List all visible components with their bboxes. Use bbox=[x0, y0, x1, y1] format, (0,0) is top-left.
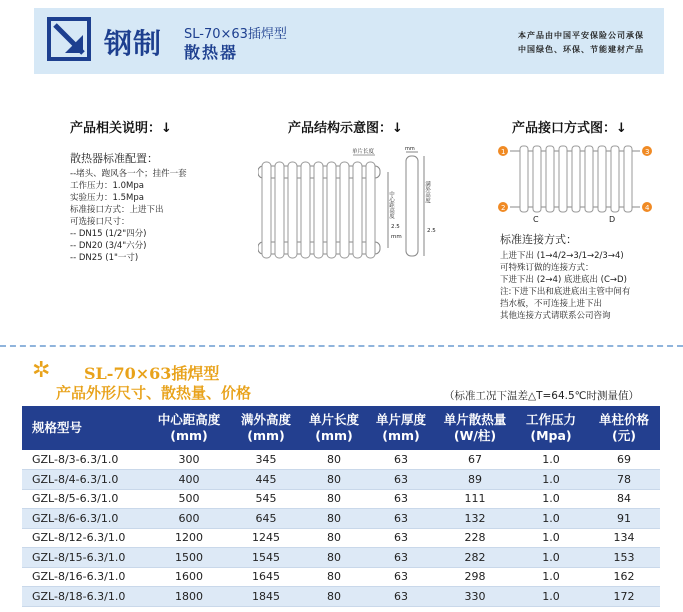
tagline-insurance: 本产品由中国平安保险公司承保 bbox=[518, 31, 644, 40]
port-4-label: 4 bbox=[645, 204, 650, 212]
length-label: 单片长度 bbox=[352, 149, 375, 155]
header-banner bbox=[34, 8, 664, 74]
connection-title: 标准连接方式： bbox=[500, 233, 577, 246]
table-row bbox=[22, 450, 660, 470]
brand-title: 钢制 bbox=[104, 27, 163, 60]
table-row bbox=[22, 489, 660, 509]
table-cell: 67 bbox=[436, 450, 514, 470]
table-cell: 63 bbox=[366, 470, 436, 490]
table-cell: 80 bbox=[302, 548, 366, 568]
tagline-green: 中国绿色、环保、节能建材产品 bbox=[518, 45, 644, 54]
table-cell: 1645 bbox=[230, 567, 302, 587]
port-2-label: 2 bbox=[501, 204, 506, 212]
port-3-label: 3 bbox=[645, 148, 650, 156]
top-unit-label: mm bbox=[405, 146, 415, 152]
table-cell: 162 bbox=[588, 567, 660, 587]
table-cell: 445 bbox=[230, 470, 302, 490]
table-cell: 132 bbox=[436, 509, 514, 529]
table-header bbox=[22, 406, 660, 450]
structure-diagram bbox=[258, 146, 448, 261]
size-a-label: 2.5 bbox=[391, 224, 400, 230]
table-cell: 282 bbox=[436, 548, 514, 568]
center-distance-label: 中心距高度 bbox=[388, 191, 394, 219]
table-cell: 89 bbox=[436, 470, 514, 490]
section-divider bbox=[0, 345, 683, 347]
table-row bbox=[22, 548, 660, 568]
logo-icon bbox=[47, 17, 91, 61]
table-cell: 1845 bbox=[230, 587, 302, 607]
connection-line: 上进下出 (1→4/2→3/1→2/3→4) bbox=[500, 251, 624, 261]
header-price: 单柱价格 (元) bbox=[588, 406, 660, 450]
table-cell: 1.0 bbox=[514, 450, 588, 470]
table-cell: GZL-8/4-6.3/1.0 bbox=[22, 470, 148, 490]
header-center-distance: 中心距高度 (mm) bbox=[148, 406, 230, 450]
connection-list bbox=[500, 250, 630, 322]
table-cell: GZL-8/16-6.3/1.0 bbox=[22, 567, 148, 587]
config-line: -- DN25 (1"一寸) bbox=[70, 253, 139, 263]
connection-heading: 产品接口方式图：↓ bbox=[512, 121, 627, 136]
config-line: -- DN15 (1/2"四分) bbox=[70, 229, 147, 239]
product-title: SL-70×63插焊型 bbox=[84, 364, 220, 383]
port-d-label: D bbox=[609, 215, 616, 223]
table-cell: 330 bbox=[436, 587, 514, 607]
table-cell: 69 bbox=[588, 450, 660, 470]
table-cell: 80 bbox=[302, 470, 366, 490]
table-row bbox=[22, 470, 660, 490]
brand-product: 散热器 bbox=[184, 43, 239, 62]
product-subtitle: 产品外形尺寸、散热量、价格 bbox=[56, 384, 252, 402]
size-b-label: 2.5 bbox=[427, 228, 436, 234]
header-full-height: 满外高度 (mm) bbox=[230, 406, 302, 450]
table-cell: 80 bbox=[302, 489, 366, 509]
port-1-label: 1 bbox=[501, 148, 506, 156]
table-cell: 400 bbox=[148, 470, 230, 490]
table-cell: 228 bbox=[436, 528, 514, 548]
spec-table bbox=[22, 406, 660, 607]
table-cell: 111 bbox=[436, 489, 514, 509]
table-cell: 80 bbox=[302, 528, 366, 548]
table-cell: GZL-8/18-6.3/1.0 bbox=[22, 587, 148, 607]
table-cell: 1.0 bbox=[514, 489, 588, 509]
header-length: 单片长度 (mm) bbox=[302, 406, 366, 450]
brand-model: SL-70×63插焊型 bbox=[184, 27, 287, 42]
table-cell: 63 bbox=[366, 548, 436, 568]
table-cell: 63 bbox=[366, 489, 436, 509]
table-cell: 172 bbox=[588, 587, 660, 607]
table-cell: 80 bbox=[302, 509, 366, 529]
table-cell: 63 bbox=[366, 509, 436, 529]
structure-heading: 产品结构示意图：↓ bbox=[288, 121, 403, 136]
table-cell: 63 bbox=[366, 587, 436, 607]
header-pressure: 工作压力 (Mpa) bbox=[514, 406, 588, 450]
table-cell: GZL-8/12-6.3/1.0 bbox=[22, 528, 148, 548]
table-row bbox=[22, 567, 660, 587]
table-cell: 1245 bbox=[230, 528, 302, 548]
full-height-label: 满外高度 bbox=[424, 181, 430, 203]
info-heading: 产品相关说明：↓ bbox=[70, 121, 172, 136]
connection-diagram bbox=[496, 143, 654, 223]
table-cell: 78 bbox=[588, 470, 660, 490]
table-cell: 345 bbox=[230, 450, 302, 470]
config-line: -- DN20 (3/4"六分) bbox=[70, 241, 147, 251]
table-row bbox=[22, 587, 660, 607]
table-cell: 1500 bbox=[148, 548, 230, 568]
table-row bbox=[22, 528, 660, 548]
table-cell: 63 bbox=[366, 567, 436, 587]
header-thickness: 单片厚度 (mm) bbox=[366, 406, 436, 450]
table-cell: GZL-8/15-6.3/1.0 bbox=[22, 548, 148, 568]
config-title: 散热器标准配置： bbox=[70, 152, 158, 165]
table-cell: 1800 bbox=[148, 587, 230, 607]
table-cell: GZL-8/5-6.3/1.0 bbox=[22, 489, 148, 509]
table-cell: 1.0 bbox=[514, 470, 588, 490]
table-cell: 80 bbox=[302, 450, 366, 470]
table-cell: 500 bbox=[148, 489, 230, 509]
table-cell: 63 bbox=[366, 528, 436, 548]
table-cell: GZL-8/3-6.3/1.0 bbox=[22, 450, 148, 470]
config-line: 标准接口方式：上进下出 bbox=[70, 205, 164, 215]
table-cell: 153 bbox=[588, 548, 660, 568]
config-line: 实验压力：1.5Mpa bbox=[70, 193, 144, 203]
header-heat-output: 单片散热量 (W/柱) bbox=[436, 406, 514, 450]
table-cell: 80 bbox=[302, 567, 366, 587]
table-body bbox=[22, 450, 660, 606]
config-list bbox=[70, 168, 187, 264]
table-cell: 91 bbox=[588, 509, 660, 529]
connection-line: 其他连接方式请联系公司咨询 bbox=[500, 311, 611, 321]
table-cell: 84 bbox=[588, 489, 660, 509]
table-cell: 300 bbox=[148, 450, 230, 470]
table-cell: 545 bbox=[230, 489, 302, 509]
table-cell: 63 bbox=[366, 450, 436, 470]
table-cell: 298 bbox=[436, 567, 514, 587]
table-cell: 80 bbox=[302, 587, 366, 607]
table-cell: 1.0 bbox=[514, 587, 588, 607]
table-cell: 645 bbox=[230, 509, 302, 529]
connection-line: 可特殊订做的连接方式： bbox=[500, 263, 594, 273]
connection-line: 注:下进下出和底进底出主管中间有 bbox=[500, 287, 631, 297]
table-cell: 134 bbox=[588, 528, 660, 548]
config-line: --堵头、跑风各一个；挂件一套 bbox=[70, 169, 187, 179]
table-cell: 600 bbox=[148, 509, 230, 529]
table-cell: 1.0 bbox=[514, 509, 588, 529]
connection-line: 挡水板，不可连接上进下出 bbox=[500, 299, 603, 309]
table-cell: 1.0 bbox=[514, 548, 588, 568]
star-icon: ✲ bbox=[32, 358, 51, 383]
header-model: 规格型号 bbox=[22, 406, 148, 450]
config-line: 可选接口尺寸： bbox=[70, 217, 130, 227]
condition-note: （标准工况下温差△T=64.5℃时测量值） bbox=[444, 390, 639, 402]
table-cell: GZL-8/6-6.3/1.0 bbox=[22, 509, 148, 529]
table-cell: 1.0 bbox=[514, 567, 588, 587]
table-cell: 1200 bbox=[148, 528, 230, 548]
port-c-label: C bbox=[533, 215, 539, 223]
connection-line: 下进下出 (2→4) 底进底出 (C→D) bbox=[500, 275, 627, 285]
table-cell: 1.0 bbox=[514, 528, 588, 548]
config-line: 工作压力：1.0Mpa bbox=[70, 181, 144, 191]
table-cell: 1600 bbox=[148, 567, 230, 587]
table-cell: 1545 bbox=[230, 548, 302, 568]
table-row bbox=[22, 509, 660, 529]
unit-label: mm bbox=[391, 234, 402, 240]
